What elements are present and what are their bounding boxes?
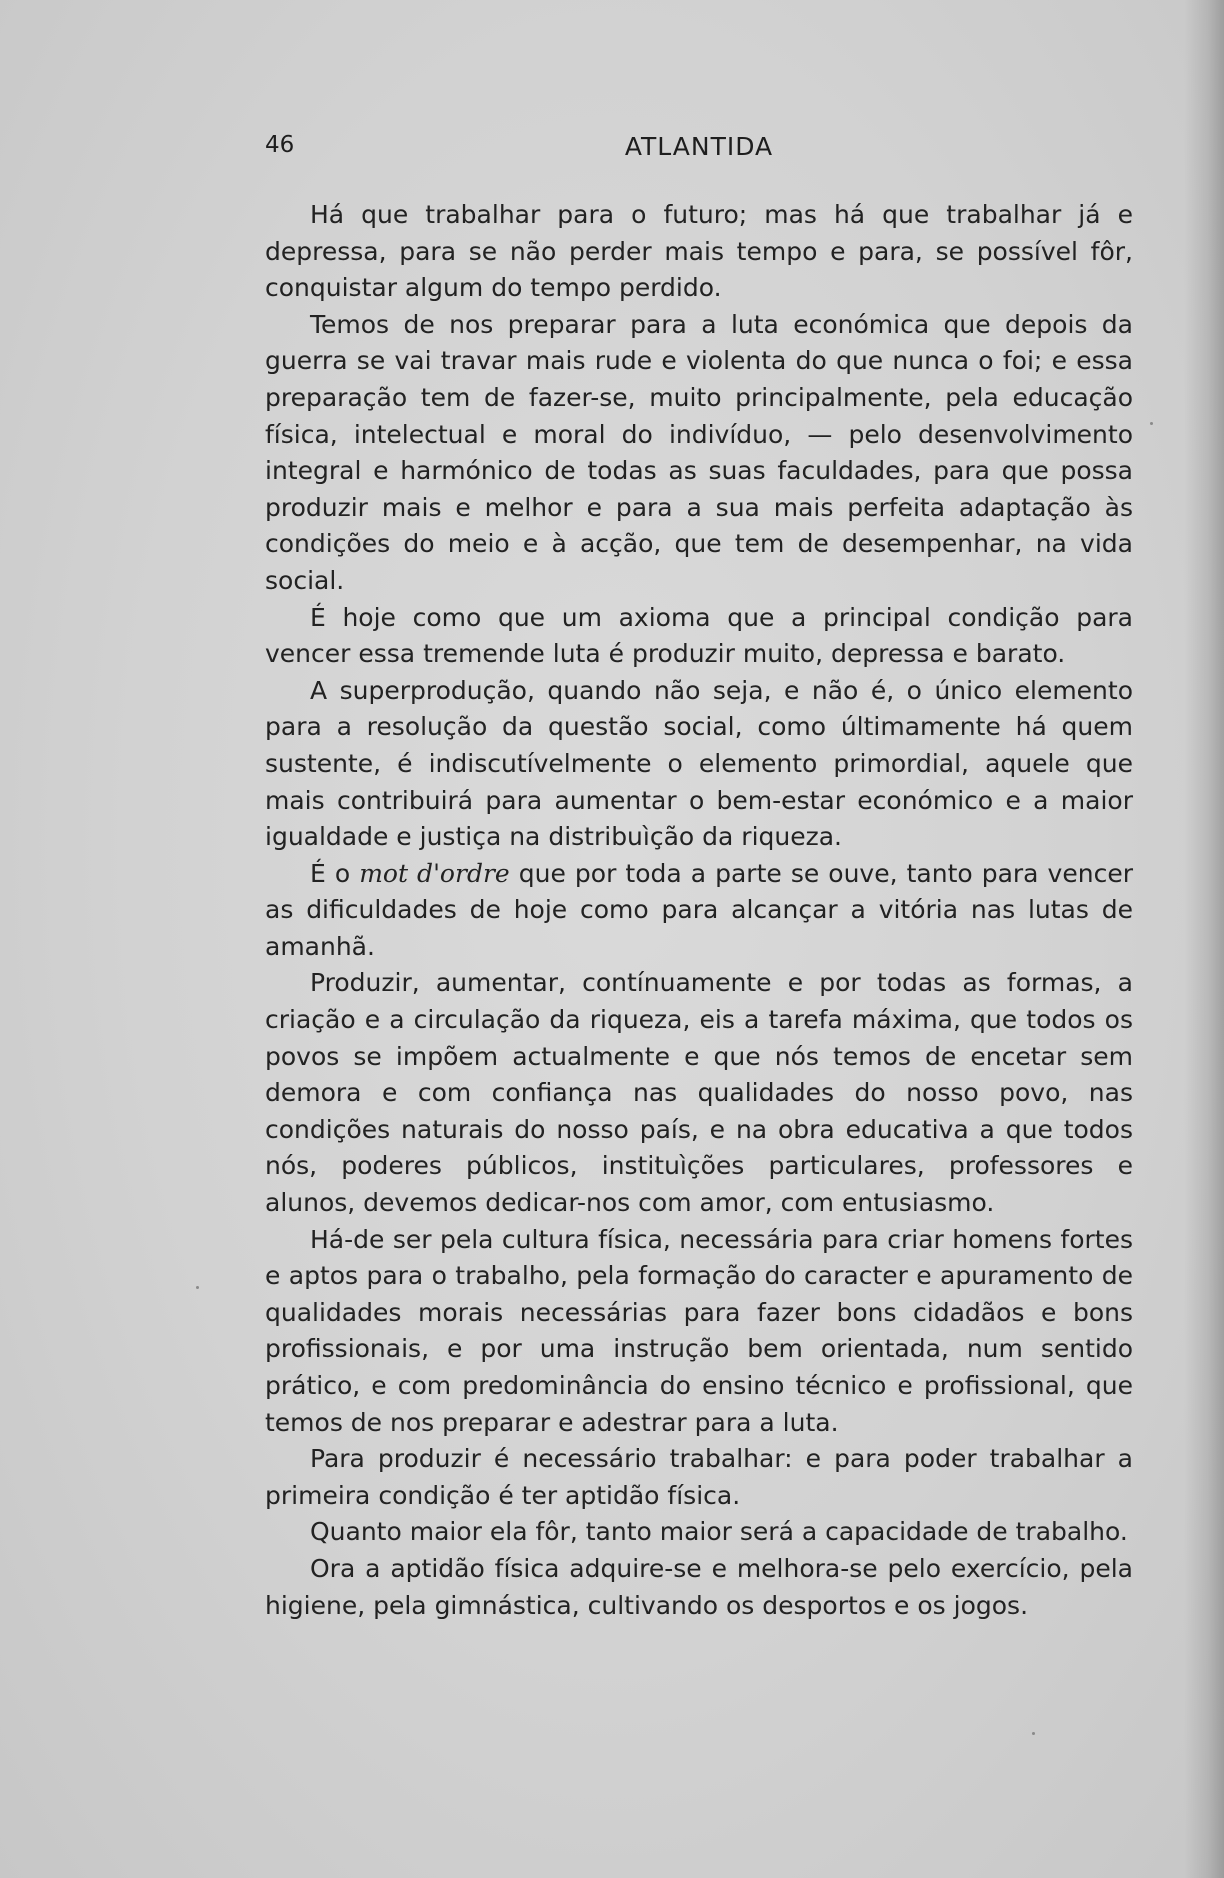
paragraph-text: É o <box>310 858 360 888</box>
paragraph-with-italic <box>265 856 1133 966</box>
page-edge-shadow <box>1184 0 1224 1878</box>
paragraph: Há que trabalhar para o futuro; mas há que trabalhar já e depressa, para se não perder mais tempo e para, se possível fôr, conquistar algum do tempo perdido. <box>265 200 1133 303</box>
paragraph: Produzir, aumentar, contínuamente e por todas as formas, a criação e a circulação da riqueza, eis a tarefa máxima, que todos os povos se impõem actualmente e que nós temos de encetar sem demora e com confiança nas qualidades do nosso povo, nas condições naturais do nosso país, e na obra educativa a que todos nós, poderes públicos, instituìções particulares, professores e alunos, devemos dedicar-nos com amor, com entusiasmo. <box>265 968 1133 1218</box>
italic-phrase: mot d'ordre <box>359 858 510 888</box>
paragraph: A superprodução, quando não seja, e não é, o único elemento para a resolução da questão social, como últimamente há quem sustente, é indiscutívelmente o elemento primordial, aquele que mais contribuirá para aumentar o bem-estar económico e a maior igualdade e justiça na distribuìção da riqueza. <box>265 675 1133 852</box>
paper-speck <box>1150 422 1153 425</box>
paragraph: É hoje como que um axioma que a principal condição para vencer essa tremende luta é produzir muito, depressa e barato. <box>265 602 1133 669</box>
paragraph: Temos de nos preparar para a luta económica que depois da guerra se vai travar mais rude e violenta do que nunca o foi; e essa preparação tem de fazer-se, muito principalmente, pela educação física, intelectual e moral do indivíduo, — pelo desenvolvimento integral e harmónico de todas as suas faculdades, para que possa produzir mais e melhor e para a sua mais perfeita adaptação às condições do meio e à acção, que tem de desempenhar, na vida social. <box>265 309 1133 595</box>
paper-speck <box>196 1286 199 1289</box>
paragraph: Há-de ser pela cultura física, necessária para criar homens fortes e aptos para o trabalho, pela formação do caracter e apuramento de qualidades morais necessárias para fazer bons cidadãos e bons profissionais, e por uma instrução bem orientada, num sentido prático, e com predominância do ensino técnico e profissional, que temos de nos preparar e adestrar para a luta. <box>265 1224 1133 1437</box>
paragraph: Para produzir é necessário trabalhar: e para poder trabalhar a primeira condição é ter aptidão física. <box>265 1444 1133 1510</box>
paragraph-text: que por toda a parte se ouve, tanto para vencer as dificuldades de hoje como para alcançar a vitória nas lutas de amanhã. <box>265 858 1133 961</box>
paper-speck <box>1032 1732 1035 1735</box>
page-number: 46 <box>265 132 295 158</box>
page-header <box>265 132 1133 172</box>
running-title: ATLANTIDA <box>624 132 774 161</box>
paragraph: Quanto maior ela fôr, tanto maior será a capacidade de trabalho. <box>310 1517 1128 1547</box>
paragraph: Ora a aptidão física adquire-se e melhora-se pelo exercício, pela higiene, pela gimnástica, cultivando os desportos e os jogos. <box>265 1553 1133 1620</box>
body-text <box>265 197 1133 1624</box>
